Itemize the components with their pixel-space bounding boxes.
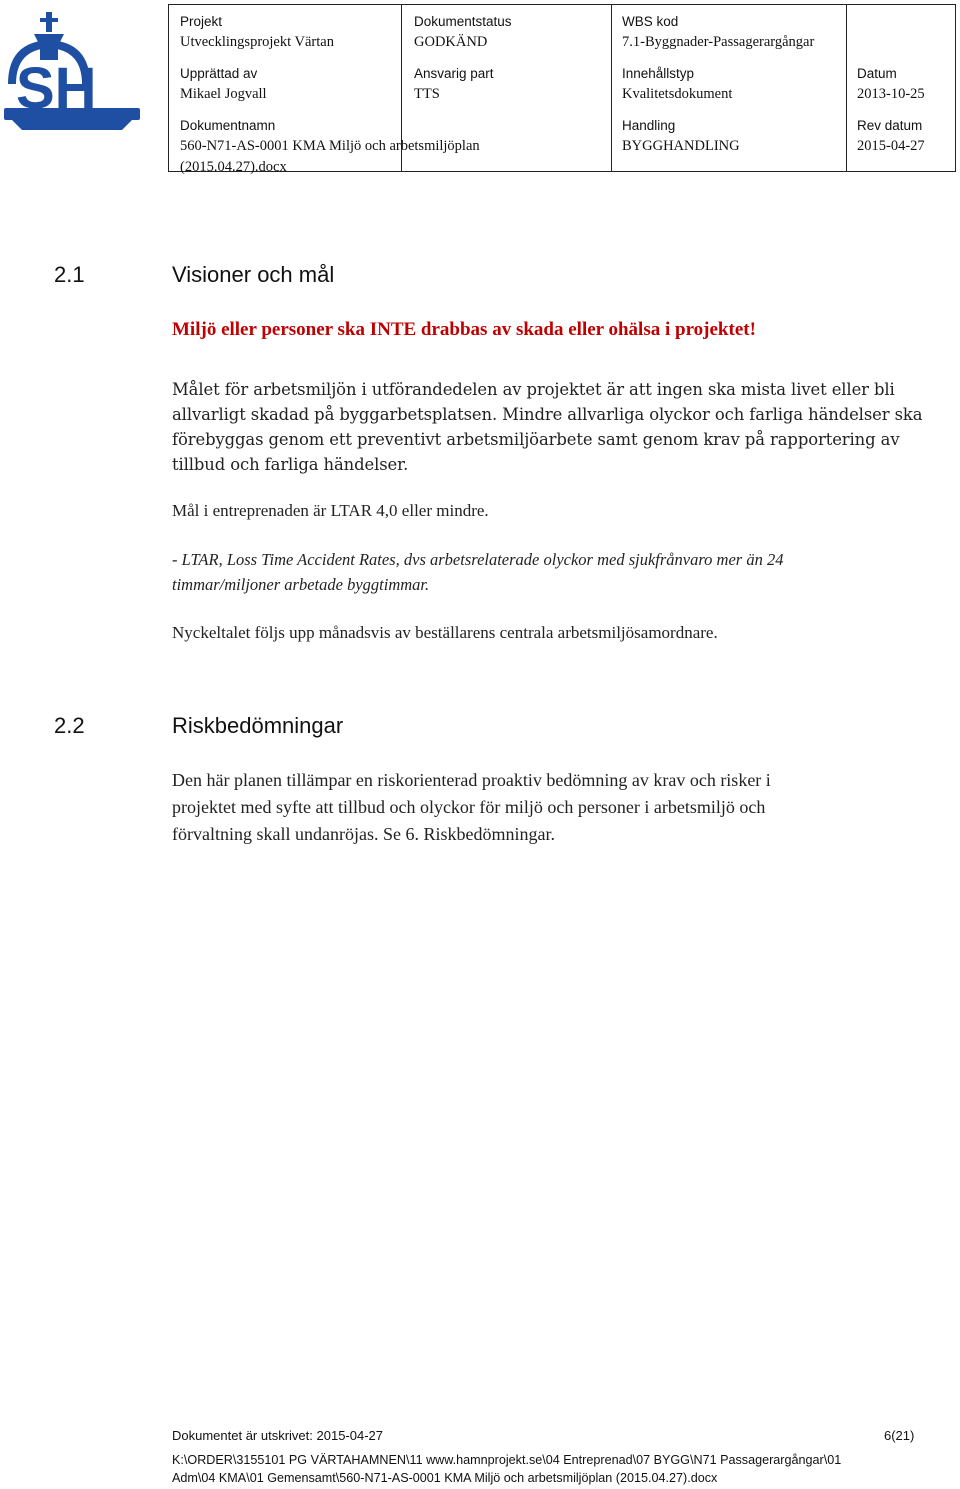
wbs-label: WBS kod — [622, 14, 679, 29]
risk-paragraph — [172, 767, 892, 848]
upprattad-value: Mikael Jogvall — [180, 86, 267, 102]
status-value: GODKÄND — [414, 34, 488, 50]
upprattad-label: Upprättad av — [180, 66, 258, 81]
goal-text: Mål i entreprenaden är LTAR 4,0 eller mindre. — [172, 501, 489, 520]
section-title: Riskbedömningar — [172, 713, 344, 738]
ansvarig-value: TTS — [414, 86, 440, 102]
section-number: 2.2 — [54, 713, 85, 738]
para-line: förebyggas genom ett preventivt arbetsmiljöarbete samt genom krav på rapportering av — [172, 430, 900, 449]
datum-value: 2013-10-25 — [857, 86, 925, 102]
para-line: allvarligt skadad på byggarbetsplatsen. Mindre allvarliga olyckor och farliga händelser ska — [172, 405, 923, 424]
handling-label: Handling — [622, 118, 676, 133]
wbs-value: 7.1-Byggnader-Passagerargångar — [622, 34, 815, 50]
innehall-label: Innehållstyp — [622, 66, 695, 81]
datum-label: Datum — [857, 66, 897, 81]
ltar-definition — [172, 547, 892, 597]
logo-text: SH — [16, 56, 97, 121]
handling-value: BYGGHANDLING — [622, 138, 740, 154]
para-line: projektet med syfte att tillbud och olyckor för miljö och personer i arbetsmiljö och — [172, 797, 766, 817]
definition-line: - LTAR, Loss Time Accident Rates, dvs arbetsrelaterade olyckor med sjukfrånvaro mer än 24 — [172, 550, 784, 569]
para-line: förvaltning skall undanröjas. Se 6. Riskbedömningar. — [172, 824, 555, 844]
revdatum-label: Rev datum — [857, 118, 923, 133]
innehall-value: Kvalitetsdokument — [622, 86, 733, 102]
ansvarig-label: Ansvarig part — [414, 66, 494, 81]
section-title: Visioner och mål — [172, 262, 335, 287]
paragraph-goal-intro — [172, 377, 932, 477]
page-number: 6(21) — [884, 1428, 915, 1443]
dokumentnamn-value-1: 560-N71-AS-0001 KMA Miljö och arbetsmiljöplan — [180, 138, 480, 154]
followup-text: Nyckeltalet följs upp månadsvis av beställarens centrala arbetsmiljösamordnare. — [172, 623, 718, 642]
print-date: Dokumentet är utskrivet: 2015-04-27 — [172, 1428, 383, 1443]
file-path-line-2: Adm\04 KMA\01 Gemensamt\560-N71-AS-0001 KMA Miljö och arbetsmiljöplan (2015.04.27).docx — [172, 1471, 718, 1485]
company-logo — [4, 12, 144, 130]
para-line: Målet för arbetsmiljön i utförandedelen av projektet är att ingen ska mista livet eller bli — [172, 380, 895, 399]
file-path-line-1: K:\ORDER\3155101 PG VÄRTAHAMNEN\11 www.hamnprojekt.se\04 Entreprenad\07 BYGG\N71 Passagerargångar\01 — [172, 1453, 842, 1467]
section-number: 2.1 — [54, 262, 85, 287]
dokumentnamn-value-2: (2015.04.27).docx — [180, 159, 287, 175]
status-label: Dokumentstatus — [414, 14, 512, 29]
revdatum-value: 2015-04-27 — [857, 138, 925, 154]
para-line: Den här planen tillämpar en riskorienterad proaktiv bedömning av krav och risker i — [172, 770, 771, 790]
definition-line: timmar/miljoner arbetade byggtimmar. — [172, 575, 430, 594]
para-line: tillbud och farliga händelser. — [172, 455, 409, 474]
dokumentnamn-label: Dokumentnamn — [180, 118, 276, 133]
projekt-value: Utvecklingsprojekt Värtan — [180, 34, 334, 50]
headline-red: Miljö eller personer ska INTE drabbas av skada eller ohälsa i projektet! — [172, 319, 756, 340]
document-header-table — [168, 4, 956, 175]
projekt-label: Projekt — [180, 14, 223, 29]
